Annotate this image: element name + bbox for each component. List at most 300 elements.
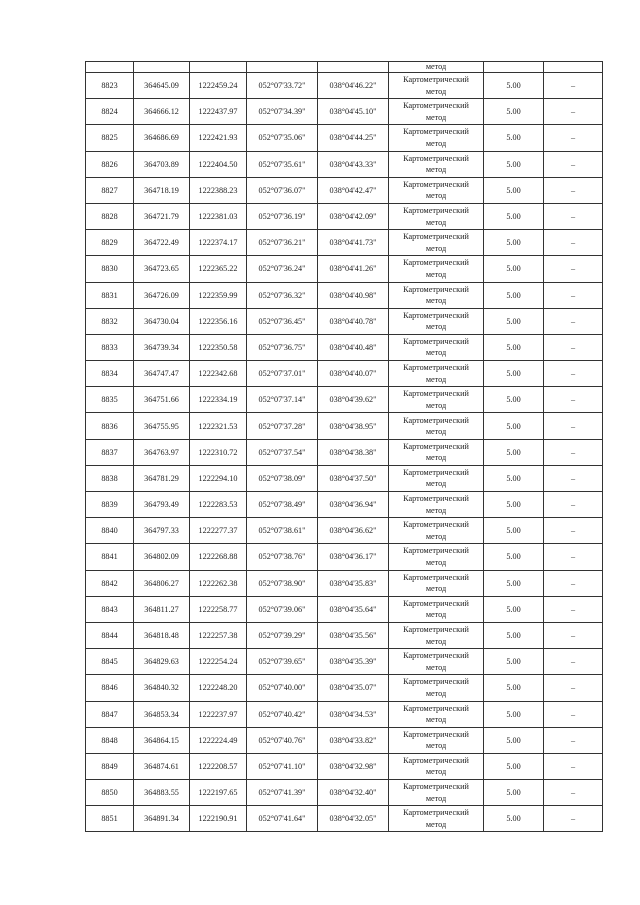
method-line-2: метод [425, 584, 447, 594]
description-cell: – [544, 334, 603, 360]
latitude-cell: 052°07'37.28" [247, 413, 318, 439]
method-cell [389, 727, 484, 753]
description-cell: – [544, 151, 603, 177]
method-cell [389, 308, 484, 334]
accuracy-cell: 5.00 [484, 518, 544, 544]
longitude-cell: 038°04'42.47" [318, 177, 389, 203]
y-coordinate-cell: 1222237.97 [190, 701, 247, 727]
longitude-cell: 038°04'41.73" [318, 230, 389, 256]
accuracy-cell: 5.00 [484, 282, 544, 308]
latitude-cell: 052°07'37.01" [247, 361, 318, 387]
method-cell [389, 544, 484, 570]
x-coordinate-cell: 364793.49 [134, 492, 190, 518]
accuracy-cell: 5.00 [484, 806, 544, 832]
description-cell: – [544, 361, 603, 387]
table-row [86, 334, 603, 360]
method-line-1: Картометрический [403, 520, 469, 530]
y-coordinate-cell: 1222268.88 [190, 544, 247, 570]
method-line-1: Картометрический [403, 625, 469, 635]
method-line-2: метод [425, 243, 447, 253]
x-coordinate-cell: 364853.34 [134, 701, 190, 727]
latitude-cell: 052°07'38.49" [247, 492, 318, 518]
accuracy-cell: 5.00 [484, 570, 544, 596]
latitude-cell: 052°07'37.14" [247, 387, 318, 413]
table-row [86, 413, 603, 439]
description-cell: – [544, 492, 603, 518]
point-number-cell: 8831 [86, 282, 134, 308]
y-coordinate-cell: 1222374.17 [190, 230, 247, 256]
method-line-1: Картометрический [403, 153, 469, 163]
y-coordinate-cell: 1222294.10 [190, 465, 247, 491]
table-row [86, 125, 603, 151]
method-cell [389, 387, 484, 413]
method-cell [389, 256, 484, 282]
description-cell: – [544, 282, 603, 308]
longitude-cell: 038°04'40.78" [318, 308, 389, 334]
method-line-2: метод [425, 138, 447, 148]
latitude-cell: 052°07'37.54" [247, 439, 318, 465]
method-cell [389, 203, 484, 229]
accuracy-cell: 5.00 [484, 203, 544, 229]
latitude-cell: 052°07'39.65" [247, 649, 318, 675]
table-row [86, 387, 603, 413]
method-line-2: метод [425, 348, 447, 358]
method-line-1: Картометрический [403, 179, 469, 189]
x-coordinate-cell: 364721.79 [134, 203, 190, 229]
latitude-cell: 052°07'35.61" [247, 151, 318, 177]
accuracy-cell: 5.00 [484, 649, 544, 675]
point-number-cell: 8838 [86, 465, 134, 491]
y-coordinate-cell: 1222321.53 [190, 413, 247, 439]
longitude-cell: 038°04'35.07" [318, 675, 389, 701]
latitude-cell: 052°07'40.00" [247, 675, 318, 701]
point-number-cell: 8828 [86, 203, 134, 229]
longitude-cell: 038°04'42.09" [318, 203, 389, 229]
table-row [86, 570, 603, 596]
x-coordinate-cell: 364723.65 [134, 256, 190, 282]
description-cell: – [544, 256, 603, 282]
x-coordinate-cell: 364797.33 [134, 518, 190, 544]
point-number-cell: 8834 [86, 361, 134, 387]
y-coordinate-cell: 1222283.53 [190, 492, 247, 518]
method-cell [389, 230, 484, 256]
method-line-1: Картометрический [403, 310, 469, 320]
description-cell: – [544, 753, 603, 779]
table-row [86, 256, 603, 282]
method-line-2: метод [425, 505, 447, 515]
y-coordinate-cell: 1222365.22 [190, 256, 247, 282]
method-line-2: метод [425, 741, 447, 751]
method-cell [389, 518, 484, 544]
latitude-cell: 052°07'36.75" [247, 334, 318, 360]
accuracy-cell: 5.00 [484, 230, 544, 256]
x-coordinate-cell: 364718.19 [134, 177, 190, 203]
point-number-cell: 8851 [86, 806, 134, 832]
x-coordinate-cell: 364818.48 [134, 622, 190, 648]
description-cell: – [544, 596, 603, 622]
x-coordinate-cell: 364891.34 [134, 806, 190, 832]
x-coordinate-cell: 364829.63 [134, 649, 190, 675]
method-line-1: Картометрический [403, 336, 469, 346]
x-coordinate-cell: 364781.29 [134, 465, 190, 491]
empty-cell [318, 62, 389, 73]
description-cell: – [544, 413, 603, 439]
table-row [86, 492, 603, 518]
method-line-1: Картометрический [403, 494, 469, 504]
empty-cell [86, 62, 134, 73]
x-coordinate-cell: 364802.09 [134, 544, 190, 570]
latitude-cell: 052°07'36.45" [247, 308, 318, 334]
method-line-2: метод [425, 688, 447, 698]
method-line-2: метод [425, 400, 447, 410]
method-line-1: Картометрический [403, 467, 469, 477]
method-cell [389, 622, 484, 648]
x-coordinate-cell: 364755.95 [134, 413, 190, 439]
description-cell: – [544, 570, 603, 596]
y-coordinate-cell: 1222459.24 [190, 73, 247, 99]
method-line-1: Картометрический [403, 415, 469, 425]
table-row [86, 99, 603, 125]
longitude-cell: 038°04'40.98" [318, 282, 389, 308]
description-cell: – [544, 675, 603, 701]
point-number-cell: 8833 [86, 334, 134, 360]
description-cell: – [544, 203, 603, 229]
x-coordinate-cell: 364811.27 [134, 596, 190, 622]
description-cell: – [544, 465, 603, 491]
point-number-cell: 8837 [86, 439, 134, 465]
x-coordinate-cell: 364686.69 [134, 125, 190, 151]
x-coordinate-cell: 364726.09 [134, 282, 190, 308]
table-row-continued [86, 62, 603, 73]
table-row [86, 596, 603, 622]
description-cell: – [544, 73, 603, 99]
x-coordinate-cell: 364751.66 [134, 387, 190, 413]
table-row [86, 780, 603, 806]
latitude-cell: 052°07'38.90" [247, 570, 318, 596]
point-number-cell: 8844 [86, 622, 134, 648]
longitude-cell: 038°04'41.26" [318, 256, 389, 282]
method-line-1: Картометрический [403, 703, 469, 713]
method-line-2: метод [425, 767, 447, 777]
method-cell [389, 439, 484, 465]
latitude-cell: 052°07'40.42" [247, 701, 318, 727]
y-coordinate-cell: 1222334.19 [190, 387, 247, 413]
method-cell [389, 806, 484, 832]
accuracy-cell: 5.00 [484, 73, 544, 99]
empty-cell [134, 62, 190, 73]
description-cell: – [544, 780, 603, 806]
longitude-cell: 038°04'40.48" [318, 334, 389, 360]
longitude-cell: 038°04'38.95" [318, 413, 389, 439]
point-number-cell: 8841 [86, 544, 134, 570]
longitude-cell: 038°04'35.56" [318, 622, 389, 648]
method-line-1: Картометрический [403, 572, 469, 582]
method-line-2: метод [425, 296, 447, 306]
longitude-cell: 038°04'36.94" [318, 492, 389, 518]
y-coordinate-cell: 1222258.77 [190, 596, 247, 622]
y-coordinate-cell: 1222404.50 [190, 151, 247, 177]
table-row [86, 177, 603, 203]
x-coordinate-cell: 364666.12 [134, 99, 190, 125]
y-coordinate-cell: 1222388.23 [190, 177, 247, 203]
table-row [86, 203, 603, 229]
latitude-cell: 052°07'39.06" [247, 596, 318, 622]
accuracy-cell: 5.00 [484, 544, 544, 570]
description-cell: – [544, 177, 603, 203]
method-line-1: Картометрический [403, 651, 469, 661]
y-coordinate-cell: 1222257.38 [190, 622, 247, 648]
x-coordinate-cell: 364874.61 [134, 753, 190, 779]
method-line-1: Картометрический [403, 258, 469, 268]
latitude-cell: 052°07'35.06" [247, 125, 318, 151]
accuracy-cell: 5.00 [484, 361, 544, 387]
y-coordinate-cell: 1222190.91 [190, 806, 247, 832]
method-line-2: метод [425, 793, 447, 803]
method-cell [389, 282, 484, 308]
longitude-cell: 038°04'35.64" [318, 596, 389, 622]
longitude-cell: 038°04'39.62" [318, 387, 389, 413]
coordinates-table [85, 61, 603, 832]
x-coordinate-cell: 364730.04 [134, 308, 190, 334]
method-line-1: Картометрический [403, 755, 469, 765]
latitude-cell: 052°07'38.61" [247, 518, 318, 544]
latitude-cell: 052°07'36.07" [247, 177, 318, 203]
description-cell: – [544, 125, 603, 151]
accuracy-cell: 5.00 [484, 308, 544, 334]
method-line-1: Картометрический [403, 284, 469, 294]
table-row [86, 753, 603, 779]
x-coordinate-cell: 364806.27 [134, 570, 190, 596]
table-row [86, 361, 603, 387]
description-cell: – [544, 622, 603, 648]
method-cell [389, 73, 484, 99]
point-number-cell: 8849 [86, 753, 134, 779]
method-cell [389, 570, 484, 596]
method-line-2: метод [425, 217, 447, 227]
method-cell [389, 99, 484, 125]
empty-cell [544, 62, 603, 73]
x-coordinate-cell: 364840.32 [134, 675, 190, 701]
accuracy-cell: 5.00 [484, 151, 544, 177]
method-line-2: метод [425, 269, 447, 279]
method-cell [389, 701, 484, 727]
latitude-cell: 052°07'34.39" [247, 99, 318, 125]
y-coordinate-cell: 1222197.65 [190, 780, 247, 806]
y-coordinate-cell: 1222310.72 [190, 439, 247, 465]
method-cell [389, 361, 484, 387]
description-cell: – [544, 308, 603, 334]
table-row [86, 282, 603, 308]
longitude-cell: 038°04'43.33" [318, 151, 389, 177]
longitude-cell: 038°04'45.10" [318, 99, 389, 125]
accuracy-cell: 5.00 [484, 125, 544, 151]
accuracy-cell: 5.00 [484, 675, 544, 701]
method-cell [389, 596, 484, 622]
longitude-cell: 038°04'33.82" [318, 727, 389, 753]
point-number-cell: 8829 [86, 230, 134, 256]
description-cell: – [544, 727, 603, 753]
method-line-1: Картометрический [403, 782, 469, 792]
description-cell: – [544, 649, 603, 675]
latitude-cell: 052°07'38.76" [247, 544, 318, 570]
y-coordinate-cell: 1222421.93 [190, 125, 247, 151]
point-number-cell: 8830 [86, 256, 134, 282]
x-coordinate-cell: 364747.47 [134, 361, 190, 387]
method-line-2: метод [425, 531, 447, 541]
method-line-1: Картометрический [403, 729, 469, 739]
accuracy-cell: 5.00 [484, 177, 544, 203]
accuracy-cell: 5.00 [484, 492, 544, 518]
description-cell: – [544, 544, 603, 570]
method-cell [389, 465, 484, 491]
accuracy-cell: 5.00 [484, 596, 544, 622]
accuracy-cell: 5.00 [484, 780, 544, 806]
accuracy-cell: 5.00 [484, 99, 544, 125]
method-cell [389, 780, 484, 806]
point-number-cell: 8827 [86, 177, 134, 203]
method-line-1: Картометрический [403, 232, 469, 242]
description-cell: – [544, 806, 603, 832]
table-row [86, 151, 603, 177]
point-number-cell: 8824 [86, 99, 134, 125]
latitude-cell: 052°07'36.32" [247, 282, 318, 308]
method-line-2: метод [425, 191, 447, 201]
table-row [86, 649, 603, 675]
accuracy-cell: 5.00 [484, 413, 544, 439]
method-line-2: метод [425, 715, 447, 725]
point-number-cell: 8850 [86, 780, 134, 806]
point-number-cell: 8835 [86, 387, 134, 413]
method-line-2: метод [425, 374, 447, 384]
longitude-cell: 038°04'32.40" [318, 780, 389, 806]
table-row [86, 439, 603, 465]
longitude-cell: 038°04'32.05" [318, 806, 389, 832]
method-line-2: метод [425, 427, 447, 437]
y-coordinate-cell: 1222208.57 [190, 753, 247, 779]
point-number-cell: 8845 [86, 649, 134, 675]
point-number-cell: 8823 [86, 73, 134, 99]
x-coordinate-cell: 364739.34 [134, 334, 190, 360]
table-row [86, 701, 603, 727]
latitude-cell: 052°07'36.19" [247, 203, 318, 229]
latitude-cell: 052°07'41.39" [247, 780, 318, 806]
latitude-cell: 052°07'41.10" [247, 753, 318, 779]
x-coordinate-cell: 364645.09 [134, 73, 190, 99]
x-coordinate-cell: 364883.55 [134, 780, 190, 806]
empty-cell [247, 62, 318, 73]
longitude-cell: 038°04'38.38" [318, 439, 389, 465]
longitude-cell: 038°04'32.98" [318, 753, 389, 779]
point-number-cell: 8826 [86, 151, 134, 177]
table-row [86, 308, 603, 334]
table-row [86, 806, 603, 832]
y-coordinate-cell: 1222359.99 [190, 282, 247, 308]
method-cell [389, 492, 484, 518]
longitude-cell: 038°04'37.50" [318, 465, 389, 491]
empty-cell [190, 62, 247, 73]
method-line-1: Картометрический [403, 363, 469, 373]
method-line-1: Картометрический [403, 206, 469, 216]
point-number-cell: 8848 [86, 727, 134, 753]
y-coordinate-cell: 1222356.16 [190, 308, 247, 334]
table-row [86, 518, 603, 544]
point-number-cell: 8832 [86, 308, 134, 334]
y-coordinate-cell: 1222342.68 [190, 361, 247, 387]
method-line-2: метод [425, 453, 447, 463]
x-coordinate-cell: 364763.97 [134, 439, 190, 465]
y-coordinate-cell: 1222224.49 [190, 727, 247, 753]
table-row [86, 675, 603, 701]
latitude-cell: 052°07'39.29" [247, 622, 318, 648]
method-line-1: Картометрический [403, 598, 469, 608]
description-cell: – [544, 439, 603, 465]
method-line-1: Картометрический [403, 808, 469, 818]
method-line-1: Картометрический [403, 677, 469, 687]
point-number-cell: 8840 [86, 518, 134, 544]
accuracy-cell: 5.00 [484, 701, 544, 727]
method-cell [389, 649, 484, 675]
point-number-cell: 8842 [86, 570, 134, 596]
method-line-2: метод [425, 610, 447, 620]
longitude-cell: 038°04'46.22" [318, 73, 389, 99]
table-row [86, 465, 603, 491]
method-line-1: Картометрический [403, 441, 469, 451]
y-coordinate-cell: 1222381.03 [190, 203, 247, 229]
accuracy-cell: 5.00 [484, 753, 544, 779]
method-line-1: Картометрический [403, 127, 469, 137]
method-line-1: Картометрический [403, 389, 469, 399]
empty-cell [484, 62, 544, 73]
method-cell [389, 753, 484, 779]
accuracy-cell: 5.00 [484, 387, 544, 413]
longitude-cell: 038°04'35.83" [318, 570, 389, 596]
point-number-cell: 8847 [86, 701, 134, 727]
method-line-1: Картометрический [403, 546, 469, 556]
y-coordinate-cell: 1222248.20 [190, 675, 247, 701]
accuracy-cell: 5.00 [484, 465, 544, 491]
method-cell [389, 413, 484, 439]
method-line-2: метод [425, 479, 447, 489]
latitude-cell: 052°07'33.72" [247, 73, 318, 99]
x-coordinate-cell: 364703.89 [134, 151, 190, 177]
method-cell [389, 334, 484, 360]
table-row [86, 73, 603, 99]
method-line-2: метод [425, 819, 447, 829]
accuracy-cell: 5.00 [484, 439, 544, 465]
method-line-2: метод [425, 86, 447, 96]
method-line-2: метод [425, 322, 447, 332]
y-coordinate-cell: 1222350.58 [190, 334, 247, 360]
accuracy-cell: 5.00 [484, 727, 544, 753]
longitude-cell: 038°04'34.53" [318, 701, 389, 727]
method-cell [389, 125, 484, 151]
longitude-cell: 038°04'36.62" [318, 518, 389, 544]
description-cell: – [544, 518, 603, 544]
y-coordinate-cell: 1222262.38 [190, 570, 247, 596]
latitude-cell: 052°07'40.76" [247, 727, 318, 753]
point-number-cell: 8825 [86, 125, 134, 151]
table-row [86, 230, 603, 256]
method-cell [389, 151, 484, 177]
description-cell: – [544, 230, 603, 256]
longitude-cell: 038°04'44.25" [318, 125, 389, 151]
method-line-1: Картометрический [403, 75, 469, 85]
accuracy-cell: 5.00 [484, 622, 544, 648]
method-line-2: метод [425, 165, 447, 175]
y-coordinate-cell: 1222254.24 [190, 649, 247, 675]
description-cell: – [544, 99, 603, 125]
description-cell: – [544, 701, 603, 727]
